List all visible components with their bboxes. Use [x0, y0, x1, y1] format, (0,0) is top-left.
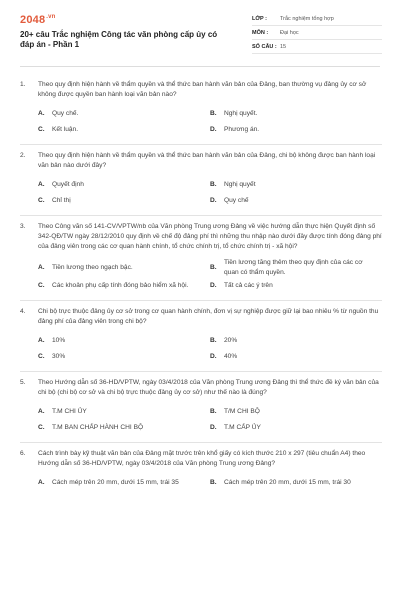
question-number: 3. — [20, 223, 26, 230]
option-letter: A. — [38, 408, 45, 415]
option-letter: C. — [38, 282, 45, 289]
option-text: 20% — [224, 337, 238, 344]
option-b[interactable] — [210, 475, 382, 491]
option-letter: C. — [38, 424, 45, 431]
option-letter: A. — [38, 479, 45, 486]
meta-table — [252, 12, 382, 54]
option-c[interactable] — [38, 278, 210, 294]
option-text: Tiền lương tăng thêm theo quy định của các cơ quan có thẩm quyền. — [224, 259, 363, 276]
option-a[interactable] — [38, 475, 210, 491]
option-text: Phương án. — [224, 126, 260, 133]
option-b[interactable] — [210, 258, 382, 278]
meta-row-count — [252, 40, 382, 54]
option-b[interactable] — [210, 106, 382, 122]
option-b[interactable] — [210, 177, 382, 193]
question-text: Theo quy định hiện hành về thẩm quyền và thể thức ban hành văn bản của Đảng, chi bộ không được ban hành loại văn bản nào dưới đây? — [38, 152, 376, 169]
option-c[interactable] — [38, 349, 210, 365]
option-letter: B. — [210, 479, 217, 486]
option-d[interactable] — [210, 349, 382, 365]
option-text: 40% — [224, 353, 238, 360]
meta-key: LỚP : — [252, 15, 267, 22]
question-number: 4. — [20, 308, 26, 315]
option-a[interactable] — [38, 177, 210, 193]
option-text: Cách mép trên 20 mm, dưới 15 mm, trái 35 — [52, 479, 179, 486]
meta-value: Đại học — [280, 29, 299, 36]
option-b[interactable] — [210, 404, 382, 420]
question-number: 2. — [20, 152, 26, 159]
option-b[interactable] — [210, 333, 382, 349]
option-letter: B. — [210, 181, 217, 188]
header — [0, 0, 400, 58]
option-a[interactable] — [38, 404, 210, 420]
option-text: Các khoản phụ cấp tính đóng bảo hiểm xã hội. — [52, 282, 189, 289]
question-text: Chi bộ trực thuộc đảng ủy cơ sở trong cơ quan hành chính, đơn vị sự nghiệp được giữ lại bao nhiêu % từ nguồn thu đảng phí của đảng viên trong chi bộ? — [38, 308, 379, 325]
logo-text: 2048 — [20, 14, 46, 26]
meta-value: 15 — [280, 43, 287, 50]
option-text: Quyết định — [52, 181, 84, 188]
option-text: Tiền lương theo ngạch bậc. — [52, 264, 133, 271]
option-letter: D. — [210, 424, 217, 431]
meta-row-class — [252, 12, 382, 26]
option-a[interactable] — [38, 333, 210, 349]
option-text: Kết luận. — [52, 126, 79, 133]
option-letter: A. — [38, 181, 45, 188]
option-text: Tất cả các ý trên — [224, 282, 273, 289]
option-d[interactable] — [210, 193, 382, 209]
header-divider — [20, 66, 380, 67]
option-text: T.M CẤP ỦY — [224, 424, 261, 431]
option-text: Nghị quyết. — [224, 110, 258, 117]
option-letter: A. — [38, 264, 45, 271]
option-letter: A. — [38, 337, 45, 344]
question-number: 1. — [20, 81, 26, 88]
logo-suffix: .vn — [46, 14, 56, 21]
option-letter: C. — [38, 353, 45, 360]
question-text: Theo Công văn số 141-CV/VPTW/nb của Văn phòng Trung ương Đảng về việc hướng dẫn thực hiện Quyết định số 342-QĐ/TW ngày 28/12/2010 quy định về chế độ đảng phí thì những thu nhập nào dưới đây được tính đóng đảng phí của đảng viên trong các cơ quan hành chính, tổ chức chính trị, tổ chức chính trị - xã hội? — [38, 223, 382, 250]
option-c[interactable] — [38, 420, 210, 436]
option-text: T.M BAN CHẤP HÀNH CHI BỘ — [52, 424, 144, 431]
question-1 — [20, 74, 382, 145]
meta-value: Trắc nghiệm tổng hợp — [280, 15, 334, 22]
option-letter: D. — [210, 353, 217, 360]
option-text: Quy chế — [224, 197, 249, 204]
question-number: 5. — [20, 379, 26, 386]
option-letter: D. — [210, 197, 217, 204]
meta-row-subject — [252, 26, 382, 40]
option-text: T/M CHI BỘ — [224, 408, 260, 415]
option-letter: B. — [210, 264, 217, 271]
question-list — [20, 74, 382, 497]
question-text: Theo quy định hiện hành về thẩm quyền và thể thức ban hành văn bản của Đảng, ban thường vụ đảng ủy cơ sở không được quyền ban hành loại văn bản nào? — [38, 81, 367, 98]
option-letter: A. — [38, 110, 45, 117]
question-4 — [20, 301, 382, 372]
option-letter: B. — [210, 110, 217, 117]
question-number: 6. — [20, 450, 26, 457]
option-letter: D. — [210, 126, 217, 133]
meta-key: MÔN : — [252, 29, 269, 36]
option-c[interactable] — [38, 193, 210, 209]
meta-key: SỐ CÂU : — [252, 43, 277, 50]
question-text: Cách trình bày kỹ thuật văn bản của Đảng mặt trước trên khổ giấy có kích thước 210 x 297 (tiêu chuẩn A4) theo Hướng dẫn số 36-HD/VPTW, ngày 03/4/2018 của Văn phòng Trung ương Đảng? — [38, 450, 366, 467]
option-letter: C. — [38, 197, 45, 204]
option-text: Quy chế. — [52, 110, 79, 117]
document-title: 20+ câu Trắc nghiệm Công tác văn phòng cấp ủy có đáp án - Phần 1 — [20, 30, 218, 49]
question-3 — [20, 216, 382, 301]
site-logo[interactable] — [20, 14, 56, 26]
option-text: 10% — [52, 337, 66, 344]
option-text: Chỉ thị — [52, 197, 71, 204]
option-letter: B. — [210, 408, 217, 415]
option-letter: C. — [38, 126, 45, 133]
option-text: 30% — [52, 353, 66, 360]
option-a[interactable] — [38, 258, 210, 278]
option-letter: B. — [210, 337, 217, 344]
question-2 — [20, 145, 382, 216]
option-text: Nghị quyết — [224, 181, 256, 188]
option-d[interactable] — [210, 278, 382, 294]
question-6 — [20, 443, 382, 497]
option-letter: D. — [210, 282, 217, 289]
option-text: T.M CHI ỦY — [52, 408, 87, 415]
option-a[interactable] — [38, 106, 210, 122]
option-text: Cách mép trên 20 mm, dưới 15 mm, trái 30 — [224, 479, 351, 486]
option-d[interactable] — [210, 420, 382, 436]
option-c[interactable] — [38, 122, 210, 138]
question-5 — [20, 372, 382, 443]
option-d[interactable] — [210, 122, 382, 138]
question-text: Theo Hướng dẫn số 36-HD/VPTW, ngày 03/4/2018 của Văn phòng Trung ương Đảng thì thể thức đề ký văn bản của chi bộ (chi bộ cơ sở và chi bộ trực thuộc đảng ủy cơ sở) như thế nào là đúng? — [38, 379, 379, 396]
